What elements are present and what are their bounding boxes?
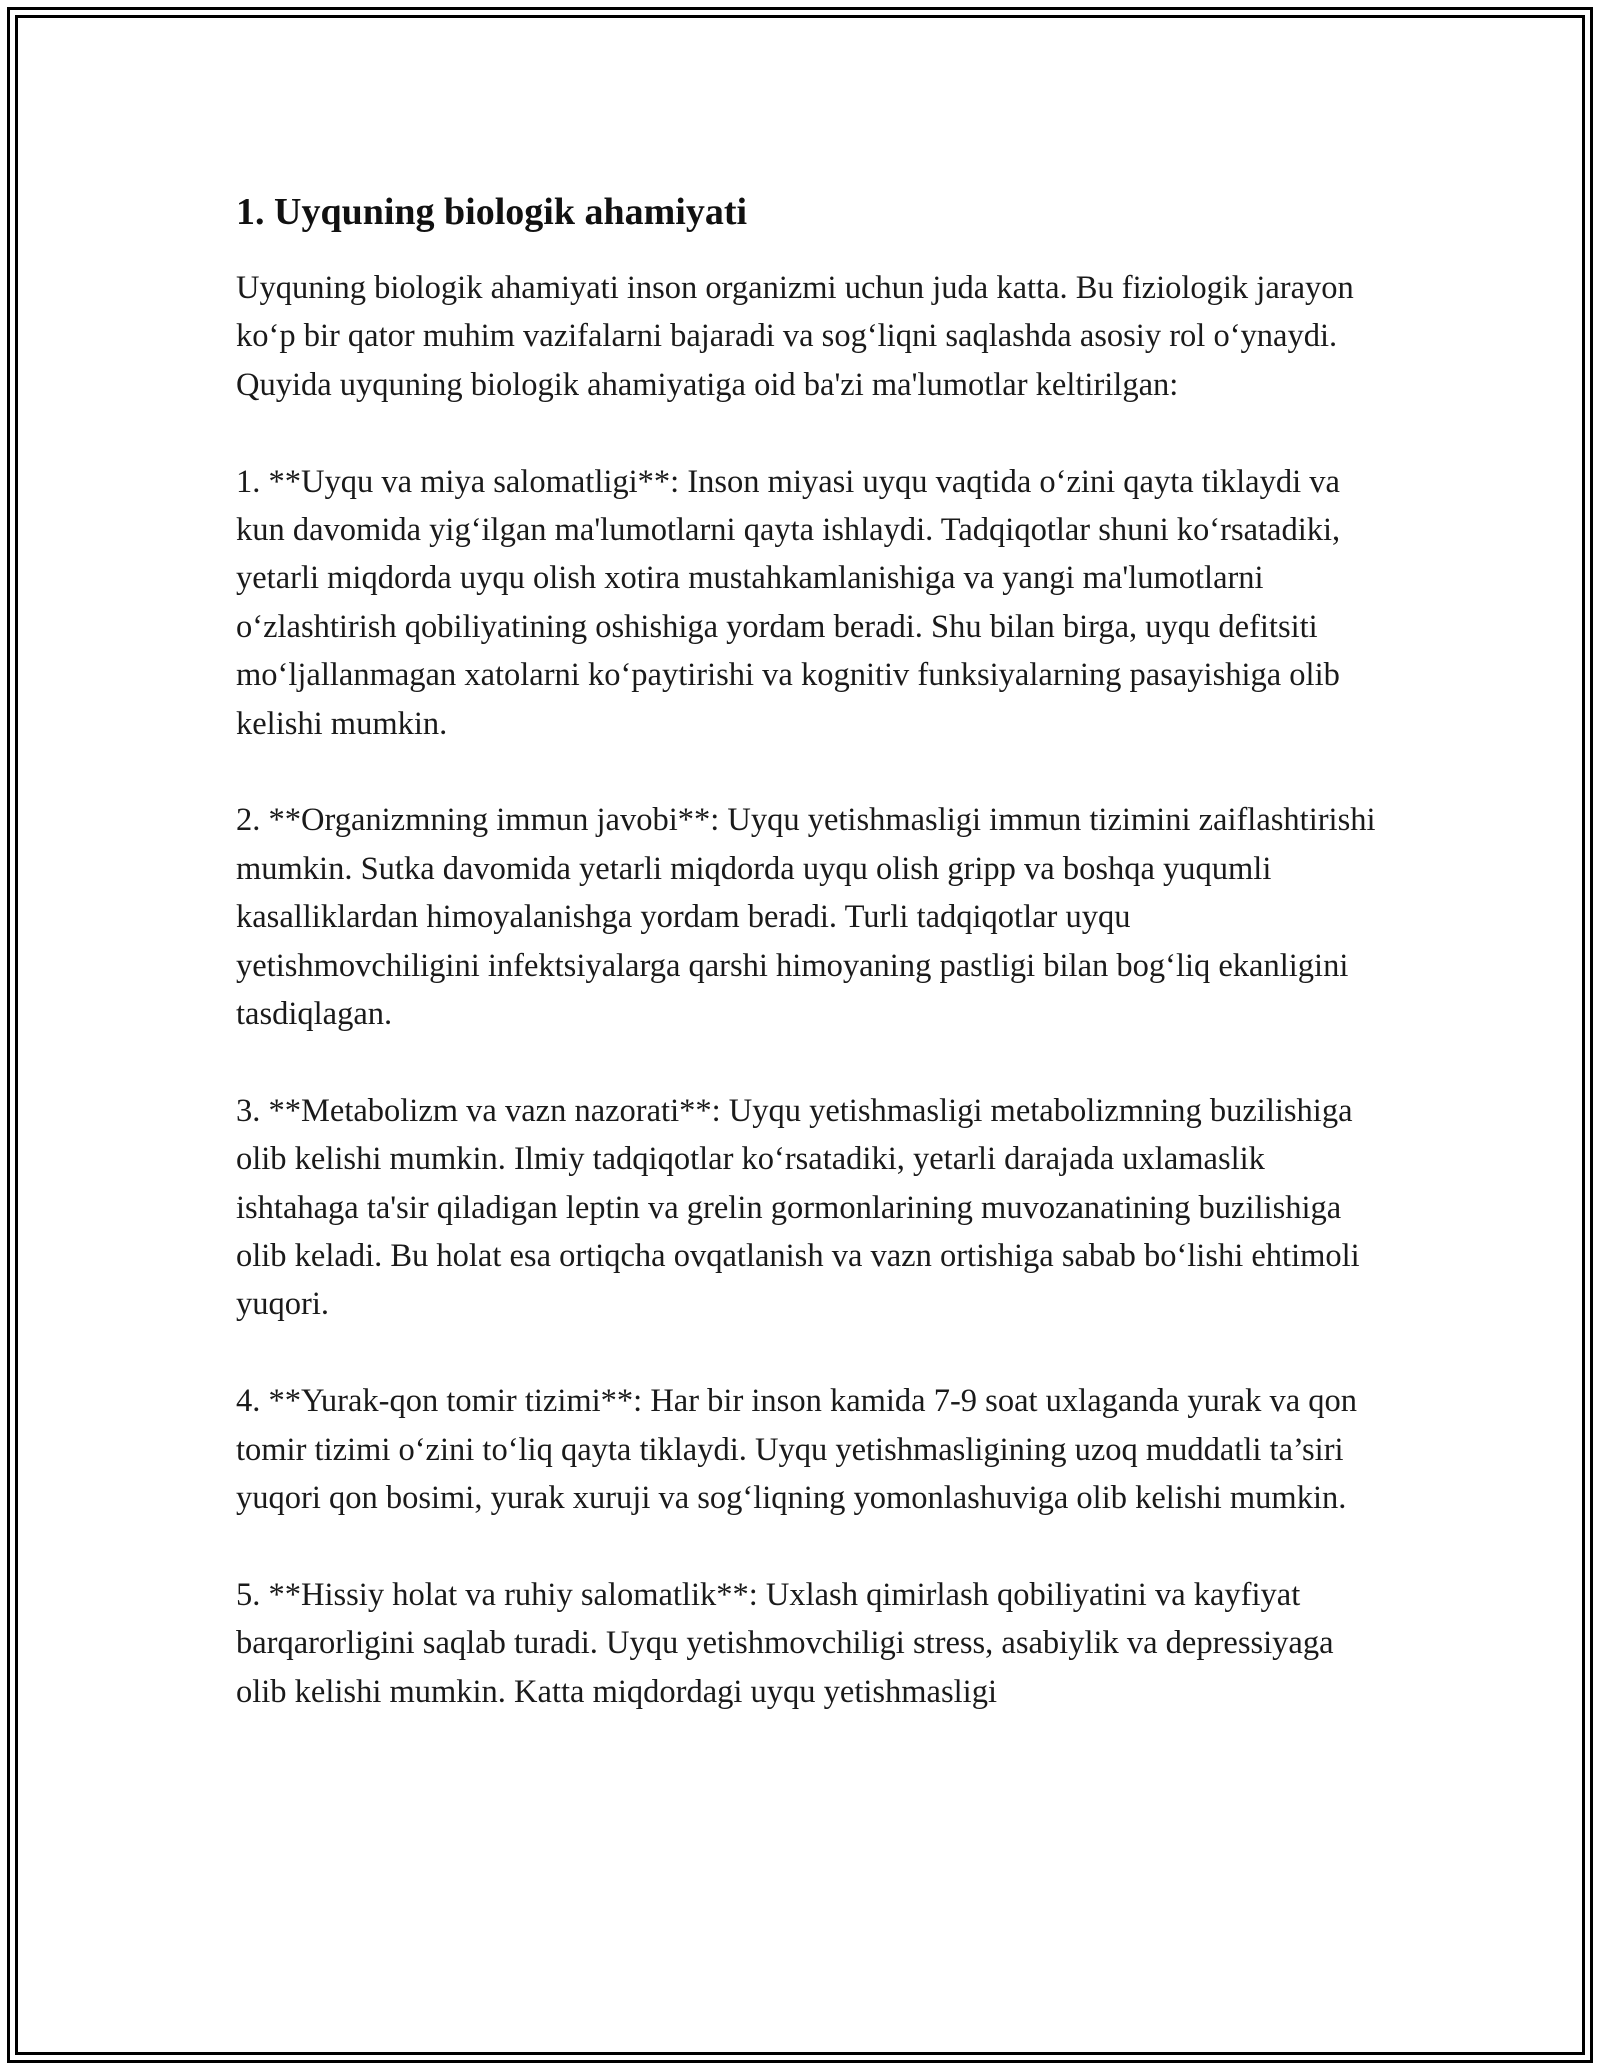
document-body [236,186,1376,1716]
paragraph-metabolism: 3. **Metabolizm va vazn nazorati**: Uyqu yetishmasligi metabolizmning buzilishiga olib kelishi mumkin. Ilmiy tadqiqotlar koʻrsatadiki, yetarli darajada uxlamaslik ishtahaga ta'sir qiladigan leptin va grelin gormonlarining muvozanatining buzilishiga olib keladi. Bu holat esa ortiqcha ovqatlanish va vazn ortishiga sabab boʻlishi ehtimoli yuqori. [236,1092,1360,1323]
paragraph-immune-response: 2. **Organizmning immun javobi**: Uyqu yetishmasligi immun tizimini zaiflashtirishi mumkin. Sutka davomida yetarli miqdorda uyqu olish gripp va boshqa yuqumli kasalliklardan himoyalanishga yordam beradi. Turli tadqiqotlar uyqu yetishmovchiligini infektsiyalarga qarshi himoyaning pastligi bilan bogʻliq ekanligini tasdiqlagan. [236,802,1376,1033]
paragraph-mental-health: 5. **Hissiy holat va ruhiy salomatlik**: Uxlash qimirlash qobiliyatini va kayfiyat barqarorligini saqlab turadi. Uyqu yetishmovchiligi stress, asabiylik va depressiyaga olib kelishi mumkin. Katta miqdordagi uyqu yetishmasligi [236,1576,1334,1710]
section-heading: 1. Uyquning biologik ahamiyati [236,191,748,233]
intro-paragraph: Uyquning biologik ahamiyati inson organizmi uchun juda katta. Bu fiziologik jarayon koʻp bir qator muhim vazifalarni bajaradi va sogʻliqni saqlashda asosiy rol oʻynaydi. Quyida uyquning biologik ahamiyatiga oid ba'zi ma'lumotlar keltirilgan: [236,270,1354,403]
paragraph-brain-health: 1. **Uyqu va miya salomatligi**: Inson miyasi uyqu vaqtida oʻzini qayta tiklaydi va kun davomida yigʻilgan ma'lumotlarni qayta ishlaydi. Tadqiqotlar shuni koʻrsatadiki, yetarli miqdorda uyqu olish xotira mustahkamlanishiga va yangi ma'lumotlarni oʻzlashtirish qobiliyatining oshishiga yordam beradi. Shu bilan birga, uyqu defitsiti moʻljallanmagan xatolarni koʻpaytirishi va kognitiv funksiyalarning pasayishiga olib kelishi mumkin. [236,463,1341,742]
paragraph-cardiovascular: 4. **Yurak-qon tomir tizimi**: Har bir inson kamida 7-9 soat uxlaganda yurak va qon tomir tizimi oʻzini toʻliq qayta tiklaydi. Uyqu yetishmasligining uzoq muddatli ta’siri yuqori qon bosimi, yurak xuruji va sogʻliqning yomonlashuviga olib kelishi mumkin. [236,1383,1358,1517]
